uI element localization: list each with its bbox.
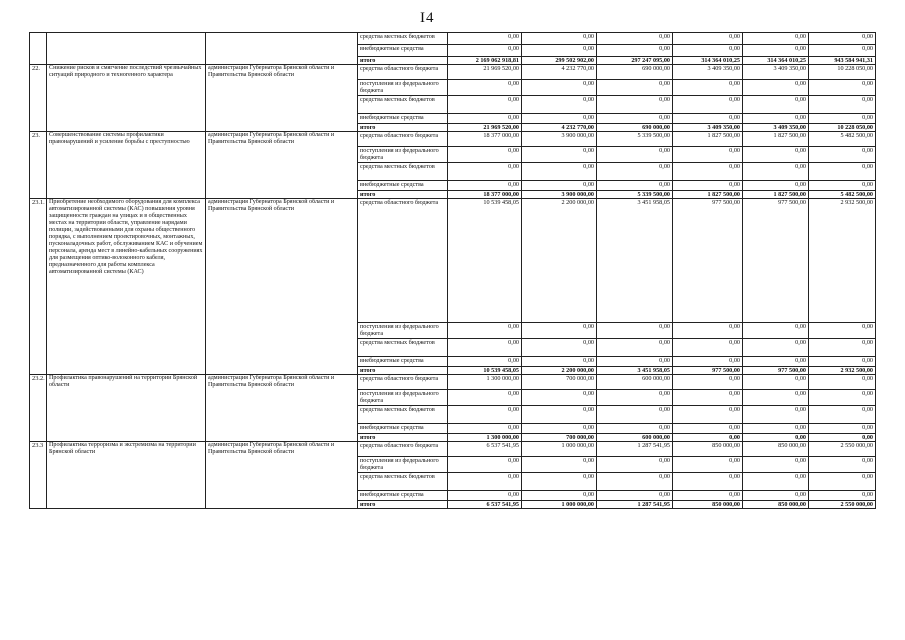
funding-source-cell: средства областного бюджета bbox=[358, 65, 448, 80]
amount-cell: 0,00 bbox=[597, 473, 673, 491]
amount-cell: 977 500,00 bbox=[743, 199, 809, 323]
amount-cell: 0,00 bbox=[597, 491, 673, 501]
amount-cell: 1 300 000,00 bbox=[448, 375, 522, 390]
amount-cell: 0,00 bbox=[673, 339, 743, 357]
amount-cell: 0,00 bbox=[597, 390, 673, 406]
amount-cell: 0,00 bbox=[673, 457, 743, 473]
amount-cell: 0,00 bbox=[448, 323, 522, 339]
item-index: 22. bbox=[30, 65, 47, 132]
item-title: Профилактика терроризма и экстремизма на территории Брянской области bbox=[47, 442, 206, 509]
amount-cell: 1 000 000,00 bbox=[522, 501, 597, 509]
executor-cell bbox=[206, 33, 358, 65]
amount-cell: 0,00 bbox=[673, 424, 743, 434]
amount-cell: 1 000 000,00 bbox=[522, 442, 597, 457]
amount-cell: 850 000,00 bbox=[743, 442, 809, 457]
amount-cell: 690 000,00 bbox=[597, 124, 673, 132]
amount-cell: 0,00 bbox=[522, 114, 597, 124]
amount-cell: 0,00 bbox=[597, 163, 673, 181]
funding-source-cell: итого bbox=[358, 57, 448, 65]
item-title: Снижение рисков и смягчение последствий чрезвычайных ситуаций природного и техногенного характера bbox=[47, 65, 206, 132]
amount-cell: 0,00 bbox=[743, 491, 809, 501]
amount-cell: 850 000,00 bbox=[743, 501, 809, 509]
amount-cell: 0,00 bbox=[597, 45, 673, 57]
amount-cell: 0,00 bbox=[673, 181, 743, 191]
amount-cell: 0,00 bbox=[522, 357, 597, 367]
amount-cell: 0,00 bbox=[743, 434, 809, 442]
amount-cell: 0,00 bbox=[809, 80, 876, 96]
funding-source-cell: средства областного бюджета bbox=[358, 442, 448, 457]
amount-cell: 0,00 bbox=[673, 434, 743, 442]
amount-cell: 2 169 062 918,81 bbox=[448, 57, 522, 65]
amount-cell: 0,00 bbox=[809, 473, 876, 491]
funding-source-cell: поступления из федерального бюджета bbox=[358, 80, 448, 96]
amount-cell: 0,00 bbox=[809, 323, 876, 339]
amount-cell: 0,00 bbox=[597, 114, 673, 124]
amount-cell: 2 932 500,00 bbox=[809, 367, 876, 375]
amount-cell: 0,00 bbox=[522, 33, 597, 45]
amount-cell: 0,00 bbox=[673, 390, 743, 406]
amount-cell: 0,00 bbox=[673, 147, 743, 163]
amount-cell: 0,00 bbox=[743, 114, 809, 124]
table-row bbox=[30, 375, 876, 390]
table-row bbox=[30, 65, 876, 80]
funding-source-cell: итого bbox=[358, 434, 448, 442]
amount-cell: 0,00 bbox=[809, 339, 876, 357]
amount-cell: 0,00 bbox=[809, 33, 876, 45]
amount-cell: 4 232 770,00 bbox=[522, 124, 597, 132]
amount-cell: 5 482 500,00 bbox=[809, 191, 876, 199]
amount-cell: 0,00 bbox=[743, 390, 809, 406]
table-row bbox=[30, 199, 876, 323]
amount-cell: 0,00 bbox=[522, 491, 597, 501]
budget-table bbox=[29, 32, 876, 509]
amount-cell: 5 339 500,00 bbox=[597, 191, 673, 199]
funding-source-cell: внебюджетные средства bbox=[358, 357, 448, 367]
funding-source-cell: итого bbox=[358, 367, 448, 375]
item-executor: администрация Губернатора Брянской области и Правительства Брянской области bbox=[206, 442, 358, 509]
amount-cell: 3 900 000,00 bbox=[522, 191, 597, 199]
amount-cell: 0,00 bbox=[522, 96, 597, 114]
amount-cell: 0,00 bbox=[673, 114, 743, 124]
amount-cell: 3 451 958,05 bbox=[597, 367, 673, 375]
amount-cell: 0,00 bbox=[448, 357, 522, 367]
amount-cell: 0,00 bbox=[597, 323, 673, 339]
amount-cell: 0,00 bbox=[809, 357, 876, 367]
funding-source-cell: средства местных бюджетов bbox=[358, 163, 448, 181]
amount-cell: 21 969 520,00 bbox=[448, 65, 522, 80]
amount-cell: 0,00 bbox=[809, 114, 876, 124]
amount-cell: 0,00 bbox=[743, 33, 809, 45]
amount-cell: 0,00 bbox=[673, 80, 743, 96]
amount-cell: 1 827 500,00 bbox=[743, 191, 809, 199]
amount-cell: 0,00 bbox=[673, 357, 743, 367]
amount-cell: 0,00 bbox=[448, 181, 522, 191]
amount-cell: 0,00 bbox=[743, 147, 809, 163]
amount-cell: 0,00 bbox=[522, 147, 597, 163]
amount-cell: 0,00 bbox=[809, 406, 876, 424]
amount-cell: 0,00 bbox=[743, 457, 809, 473]
funding-source-cell: поступления из федерального бюджета bbox=[358, 147, 448, 163]
funding-source-cell: внебюджетные средства bbox=[358, 491, 448, 501]
funding-source-cell: средства местных бюджетов bbox=[358, 406, 448, 424]
amount-cell: 0,00 bbox=[809, 181, 876, 191]
amount-cell: 0,00 bbox=[743, 357, 809, 367]
amount-cell: 0,00 bbox=[597, 33, 673, 45]
amount-cell: 0,00 bbox=[743, 45, 809, 57]
amount-cell: 0,00 bbox=[448, 147, 522, 163]
amount-cell: 1 287 541,95 bbox=[597, 442, 673, 457]
amount-cell: 2 200 000,00 bbox=[522, 367, 597, 375]
amount-cell: 0,00 bbox=[448, 114, 522, 124]
amount-cell: 0,00 bbox=[597, 96, 673, 114]
table-row bbox=[30, 132, 876, 147]
amount-cell: 2 932 500,00 bbox=[809, 199, 876, 323]
amount-cell: 0,00 bbox=[597, 406, 673, 424]
amount-cell: 3 409 350,00 bbox=[673, 124, 743, 132]
amount-cell: 21 969 520,00 bbox=[448, 124, 522, 132]
amount-cell: 977 500,00 bbox=[673, 199, 743, 323]
item-title: Приобретение необходимого оборудования для комплекса автоматизированной системы (КАС) повышения уровня защищенности граждан на улицах и в общественных местах на территории области, управление нарядами полиции, задействованными для охраны общественного порядка, с выполнением проектировочных, монтажных, пусконаладочных работ, обслуживанием КАС и обучением персонала, аренда мест в линейно-кабельных сооружениях для размещения оптико-волоконного кабеля, предназначенного для работы комплекса автоматизированной системы (КАС) bbox=[47, 199, 206, 375]
funding-source-cell: средства местных бюджетов bbox=[358, 339, 448, 357]
amount-cell: 0,00 bbox=[743, 163, 809, 181]
amount-cell: 0,00 bbox=[809, 45, 876, 57]
page-number: I4 bbox=[420, 10, 435, 26]
amount-cell: 3 900 000,00 bbox=[522, 132, 597, 147]
funding-source-cell: средства областного бюджета bbox=[358, 199, 448, 323]
amount-cell: 0,00 bbox=[522, 163, 597, 181]
funding-source-cell: средства местных бюджетов bbox=[358, 33, 448, 45]
amount-cell: 0,00 bbox=[448, 163, 522, 181]
amount-cell: 850 000,00 bbox=[673, 501, 743, 509]
amount-cell: 3 409 350,00 bbox=[743, 65, 809, 80]
funding-source-cell: итого bbox=[358, 501, 448, 509]
amount-cell: 297 247 095,00 bbox=[597, 57, 673, 65]
amount-cell: 4 232 770,00 bbox=[522, 65, 597, 80]
amount-cell: 0,00 bbox=[448, 96, 522, 114]
amount-cell: 0,00 bbox=[522, 181, 597, 191]
title-cell bbox=[47, 33, 206, 65]
amount-cell: 0,00 bbox=[522, 457, 597, 473]
table-row bbox=[30, 33, 876, 45]
amount-cell: 0,00 bbox=[522, 390, 597, 406]
amount-cell: 850 000,00 bbox=[673, 442, 743, 457]
amount-cell: 18 377 000,00 bbox=[448, 132, 522, 147]
amount-cell: 977 500,00 bbox=[673, 367, 743, 375]
amount-cell: 0,00 bbox=[522, 406, 597, 424]
item-title: Профилактика правонарушений на территории Брянской области bbox=[47, 375, 206, 442]
amount-cell: 0,00 bbox=[597, 147, 673, 163]
amount-cell: 0,00 bbox=[597, 357, 673, 367]
amount-cell: 299 502 902,00 bbox=[522, 57, 597, 65]
amount-cell: 0,00 bbox=[448, 473, 522, 491]
amount-cell: 0,00 bbox=[809, 163, 876, 181]
amount-cell: 0,00 bbox=[673, 96, 743, 114]
amount-cell: 10 539 458,05 bbox=[448, 367, 522, 375]
amount-cell: 0,00 bbox=[448, 390, 522, 406]
amount-cell: 0,00 bbox=[448, 424, 522, 434]
amount-cell: 1 827 500,00 bbox=[673, 191, 743, 199]
amount-cell: 0,00 bbox=[522, 424, 597, 434]
item-executor: администрация Губернатора Брянской области и Правительства Брянской области bbox=[206, 65, 358, 132]
amount-cell: 0,00 bbox=[448, 457, 522, 473]
amount-cell: 0,00 bbox=[673, 33, 743, 45]
amount-cell: 0,00 bbox=[743, 181, 809, 191]
amount-cell: 6 537 541,95 bbox=[448, 442, 522, 457]
amount-cell: 3 409 350,00 bbox=[673, 65, 743, 80]
amount-cell: 10 228 050,00 bbox=[809, 65, 876, 80]
amount-cell: 0,00 bbox=[597, 339, 673, 357]
amount-cell: 0,00 bbox=[809, 491, 876, 501]
amount-cell: 10 228 050,00 bbox=[809, 124, 876, 132]
item-title: Совершенствование системы профилактики правонарушений и усиление борьбы с преступностью bbox=[47, 132, 206, 199]
amount-cell: 2 550 000,00 bbox=[809, 501, 876, 509]
amount-cell: 6 537 541,95 bbox=[448, 501, 522, 509]
item-executor: администрация Губернатора Брянской области и Правительства Брянской области bbox=[206, 199, 358, 375]
funding-source-cell: средства областного бюджета bbox=[358, 132, 448, 147]
amount-cell: 0,00 bbox=[522, 80, 597, 96]
item-index: 23.2. bbox=[30, 375, 47, 442]
amount-cell: 0,00 bbox=[597, 424, 673, 434]
amount-cell: 0,00 bbox=[448, 406, 522, 424]
amount-cell: 0,00 bbox=[673, 45, 743, 57]
amount-cell: 0,00 bbox=[673, 323, 743, 339]
amount-cell: 314 364 010,25 bbox=[673, 57, 743, 65]
amount-cell: 0,00 bbox=[522, 323, 597, 339]
amount-cell: 0,00 bbox=[743, 96, 809, 114]
item-index: 23.3 bbox=[30, 442, 47, 509]
item-index: 23. bbox=[30, 132, 47, 199]
amount-cell: 0,00 bbox=[743, 323, 809, 339]
amount-cell: 0,00 bbox=[743, 339, 809, 357]
amount-cell: 1 300 000,00 bbox=[448, 434, 522, 442]
funding-source-cell: средства местных бюджетов bbox=[358, 473, 448, 491]
amount-cell: 700 000,00 bbox=[522, 375, 597, 390]
amount-cell: 0,00 bbox=[522, 473, 597, 491]
funding-source-cell: внебюджетные средства bbox=[358, 181, 448, 191]
amount-cell: 0,00 bbox=[743, 375, 809, 390]
amount-cell: 0,00 bbox=[743, 424, 809, 434]
table-row bbox=[30, 442, 876, 457]
funding-source-cell: поступления из федерального бюджета bbox=[358, 457, 448, 473]
amount-cell: 0,00 bbox=[743, 473, 809, 491]
amount-cell: 0,00 bbox=[448, 45, 522, 57]
amount-cell: 0,00 bbox=[448, 33, 522, 45]
amount-cell: 0,00 bbox=[809, 434, 876, 442]
index-cell bbox=[30, 33, 47, 65]
amount-cell: 0,00 bbox=[448, 80, 522, 96]
item-executor: администрация Губернатора Брянской области и Правительства Брянской области bbox=[206, 132, 358, 199]
amount-cell: 0,00 bbox=[597, 181, 673, 191]
amount-cell: 5 339 500,00 bbox=[597, 132, 673, 147]
amount-cell: 690 000,00 bbox=[597, 65, 673, 80]
funding-source-cell: внебюджетные средства bbox=[358, 114, 448, 124]
amount-cell: 700 000,00 bbox=[522, 434, 597, 442]
amount-cell: 1 287 541,95 bbox=[597, 501, 673, 509]
amount-cell: 0,00 bbox=[673, 473, 743, 491]
item-executor: администрация Губернатора Брянской области и Правительства Брянской области bbox=[206, 375, 358, 442]
amount-cell: 0,00 bbox=[809, 424, 876, 434]
amount-cell: 18 377 000,00 bbox=[448, 191, 522, 199]
amount-cell: 0,00 bbox=[743, 406, 809, 424]
funding-source-cell: итого bbox=[358, 191, 448, 199]
amount-cell: 0,00 bbox=[743, 80, 809, 96]
amount-cell: 0,00 bbox=[448, 491, 522, 501]
funding-source-cell: средства областного бюджета bbox=[358, 375, 448, 390]
amount-cell: 0,00 bbox=[448, 339, 522, 357]
amount-cell: 1 827 500,00 bbox=[743, 132, 809, 147]
amount-cell: 0,00 bbox=[809, 147, 876, 163]
funding-source-cell: поступления из федерального бюджета bbox=[358, 323, 448, 339]
amount-cell: 0,00 bbox=[673, 406, 743, 424]
funding-source-cell: внебюджетные средства bbox=[358, 45, 448, 57]
funding-source-cell: поступления из федерального бюджета bbox=[358, 390, 448, 406]
amount-cell: 0,00 bbox=[522, 45, 597, 57]
amount-cell: 0,00 bbox=[522, 339, 597, 357]
funding-source-cell: итого bbox=[358, 124, 448, 132]
amount-cell: 600 000,00 bbox=[597, 434, 673, 442]
amount-cell: 0,00 bbox=[809, 375, 876, 390]
amount-cell: 3 409 350,00 bbox=[743, 124, 809, 132]
amount-cell: 314 364 010,25 bbox=[743, 57, 809, 65]
amount-cell: 0,00 bbox=[809, 390, 876, 406]
amount-cell: 3 451 958,05 bbox=[597, 199, 673, 323]
amount-cell: 0,00 bbox=[673, 375, 743, 390]
funding-source-cell: внебюджетные средства bbox=[358, 424, 448, 434]
amount-cell: 0,00 bbox=[673, 491, 743, 501]
amount-cell: 0,00 bbox=[809, 457, 876, 473]
amount-cell: 943 584 941,31 bbox=[809, 57, 876, 65]
amount-cell: 0,00 bbox=[809, 96, 876, 114]
funding-source-cell: средства местных бюджетов bbox=[358, 96, 448, 114]
amount-cell: 2 550 000,00 bbox=[809, 442, 876, 457]
amount-cell: 1 827 500,00 bbox=[673, 132, 743, 147]
amount-cell: 977 500,00 bbox=[743, 367, 809, 375]
amount-cell: 5 482 500,00 bbox=[809, 132, 876, 147]
amount-cell: 2 200 000,00 bbox=[522, 199, 597, 323]
amount-cell: 0,00 bbox=[597, 457, 673, 473]
amount-cell: 0,00 bbox=[673, 163, 743, 181]
amount-cell: 10 539 458,05 bbox=[448, 199, 522, 323]
amount-cell: 600 000,00 bbox=[597, 375, 673, 390]
item-index: 23.1. bbox=[30, 199, 47, 375]
amount-cell: 0,00 bbox=[597, 80, 673, 96]
